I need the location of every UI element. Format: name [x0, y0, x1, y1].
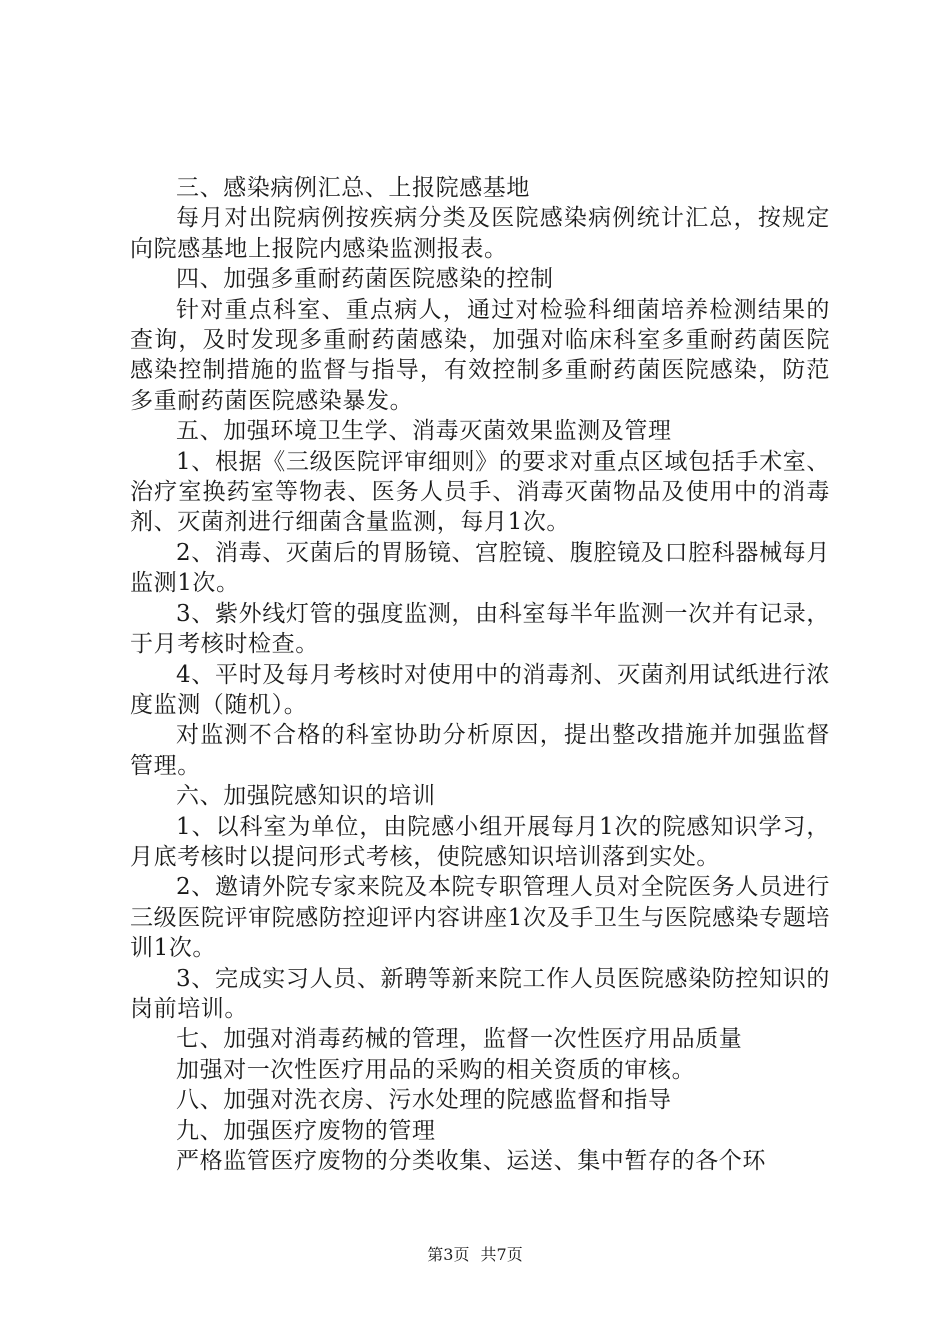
paragraph: 严格监管医疗废物的分类收集、运送、集中暂存的各个环: [176, 1148, 766, 1174]
paragraph: 加强对一次性医疗用品的采购的相关资质的审核。: [176, 1056, 696, 1083]
list-item: 3、完成实习人员、新聘等新来院工作人员医院感染防控知识的岗前培训。: [130, 965, 830, 1022]
paragraph: 对监测不合格的科室协助分析原因，提出整改措施并加强监督管理。: [130, 722, 830, 779]
list-item: 2、邀请外院专家来院及本院专职管理人员对全院医务人员进行三级医院评审院感防控迎评内容讲座1次及手卫生与医院感染专题培训1次。: [130, 874, 830, 962]
page-number: 第3页: [427, 1245, 470, 1264]
paragraph: 针对重点科室、重点病人，通过对检验科细菌培养检测结果的查询，及时发现多重耐药菌感染，加强对临床科室多重耐药菌医院感染控制措施的监督与指导，有效控制多重耐药菌医院感染，防范多重耐药菌医院感染暴发。: [130, 296, 830, 414]
section-heading: 五、加强环境卫生学、消毒灭菌效果监测及管理: [176, 418, 672, 445]
paragraph: 每月对出院病例按疾病分类及医院感染病例统计汇总，按规定向院感基地上报院内感染监测报表。: [130, 205, 830, 262]
section-heading: 八、加强对洗衣房、污水处理的院感监督和指导: [176, 1087, 672, 1114]
section-heading: 三、感染病例汇总、上报院感基地: [176, 175, 530, 201]
list-item: 4、平时及每月考核时对使用中的消毒剂、灭菌剂用试纸进行浓度监测（随机）。: [130, 661, 830, 718]
list-item: 3、紫外线灯管的强度监测，由科室每半年监测一次并有记录，于月考核时检查。: [130, 600, 830, 658]
page-footer: [0, 1245, 950, 1265]
page-total: 共7页: [480, 1245, 523, 1264]
document-body: [130, 173, 830, 1176]
list-item: 2、消毒、灭菌后的胃肠镜、宫腔镜、腹腔镜及口腔科器械每月监测1次。: [130, 539, 830, 597]
section-heading: 六、加强院感知识的培训: [176, 783, 436, 810]
section-heading: 九、加强医疗废物的管理: [176, 1117, 436, 1144]
section-heading: 四、加强多重耐药菌医院感染的控制: [176, 266, 554, 293]
section-heading: 七、加强对消毒药械的管理，监督一次性医疗用品质量: [176, 1026, 743, 1053]
list-item: 1、以科室为单位，由院感小组开展每月1次的院感知识学习，月底考核时以提问形式考核，使院感知识培训落到实处。: [130, 813, 830, 870]
list-item: 1、根据《三级医院评审细则》的要求对重点区域包括手术室、治疗室换药室等物表、医务人员手、消毒灭菌物品及使用中的消毒剂、灭菌剂进行细菌含量监测，每月1次。: [130, 448, 830, 536]
